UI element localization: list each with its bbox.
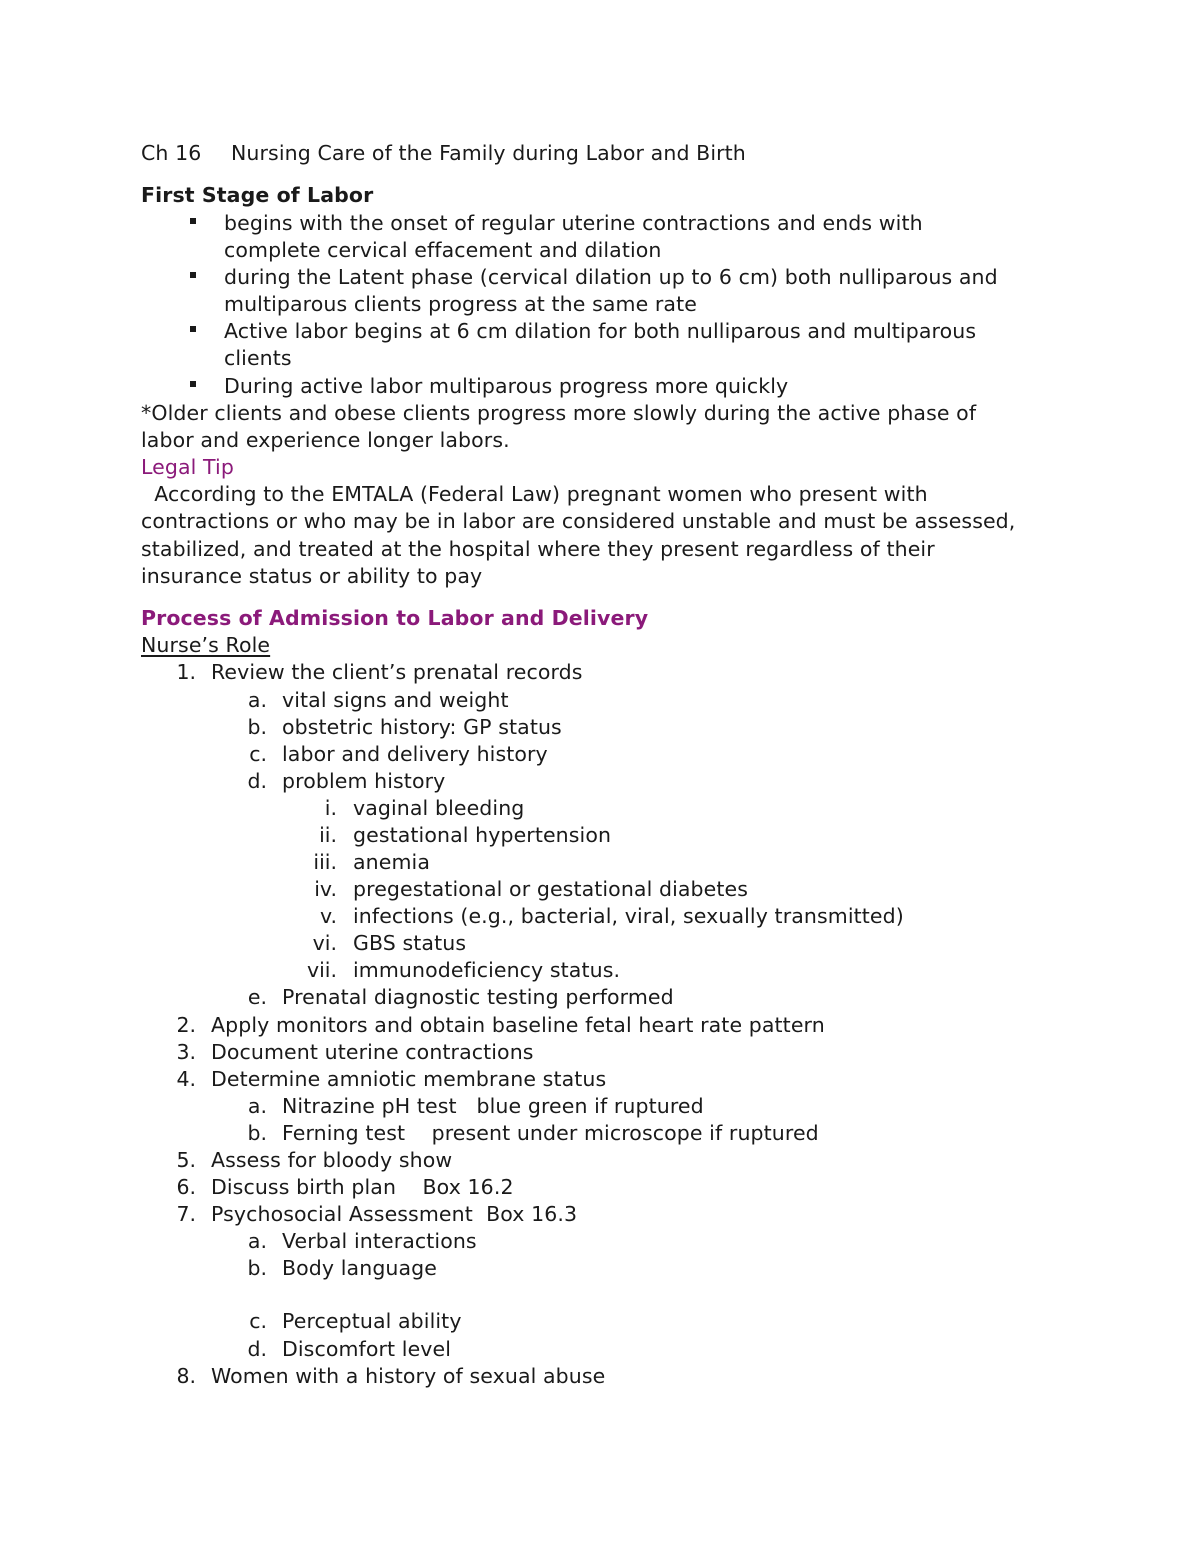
bullet-line: clients bbox=[224, 346, 292, 370]
bullet-marker bbox=[190, 326, 196, 332]
list-marker: 1. bbox=[176, 660, 196, 684]
list-item: Discomfort level bbox=[282, 1337, 452, 1361]
list-marker: iv. bbox=[314, 877, 337, 901]
list-marker: a. bbox=[247, 1229, 267, 1253]
list-item: pregestational or gestational diabetes bbox=[353, 877, 749, 901]
list-marker: e. bbox=[247, 985, 267, 1009]
list-marker: d. bbox=[247, 1337, 267, 1361]
page-title: Nursing Care of the Family during Labor and Birth bbox=[231, 141, 746, 165]
list-item: Women with a history of sexual abuse bbox=[211, 1364, 606, 1388]
legal-tip-line: stabilized, and treated at the hospital where they present regardless of their bbox=[141, 537, 935, 561]
list-item: anemia bbox=[353, 850, 430, 874]
section-subheading-nurses-role: Nurse’s Role bbox=[141, 633, 271, 657]
list-marker: i. bbox=[324, 796, 337, 820]
list-marker: a. bbox=[247, 688, 267, 712]
list-marker: b. bbox=[247, 1121, 267, 1145]
list-item: immunodeficiency status. bbox=[353, 958, 621, 982]
list-item: Prenatal diagnostic testing performed bbox=[282, 985, 674, 1009]
list-marker: 4. bbox=[176, 1067, 196, 1091]
list-item: Review the client’s prenatal records bbox=[211, 660, 583, 684]
list-item: Document uterine contractions bbox=[211, 1040, 534, 1064]
list-item: Discuss birth plan Box 16.2 bbox=[211, 1175, 514, 1199]
list-item: Perceptual ability bbox=[282, 1309, 462, 1333]
bullet-line: Active labor begins at 6 cm dilation for both nulliparous and multiparous bbox=[224, 319, 977, 343]
list-item: obstetric history: GP status bbox=[282, 715, 562, 739]
note-line: labor and experience longer labors. bbox=[141, 428, 510, 452]
list-item: vital signs and weight bbox=[282, 688, 509, 712]
list-marker: a. bbox=[247, 1094, 267, 1118]
bullet-line: during the Latent phase (cervical dilation up to 6 cm) both nulliparous and bbox=[224, 265, 998, 289]
list-item: gestational hypertension bbox=[353, 823, 612, 847]
list-item: Assess for bloody show bbox=[211, 1148, 453, 1172]
list-marker: b. bbox=[247, 1256, 267, 1280]
list-item: GBS status bbox=[353, 931, 467, 955]
bullet-line: begins with the onset of regular uterine contractions and ends with bbox=[224, 211, 923, 235]
list-marker: v. bbox=[319, 904, 337, 928]
list-marker: ii. bbox=[319, 823, 337, 847]
legal-tip-line: According to the EMTALA (Federal Law) pregnant women who present with bbox=[141, 482, 928, 506]
list-marker: b. bbox=[247, 715, 267, 739]
list-marker: d. bbox=[247, 769, 267, 793]
list-marker: c. bbox=[249, 742, 267, 766]
bullet-line: complete cervical effacement and dilation bbox=[224, 238, 662, 262]
list-marker: 3. bbox=[176, 1040, 196, 1064]
list-item: Apply monitors and obtain baseline fetal heart rate pattern bbox=[211, 1013, 825, 1037]
note-line: *Older clients and obese clients progress more slowly during the active phase of bbox=[141, 401, 977, 425]
bullet-marker bbox=[190, 381, 196, 387]
bullet-marker bbox=[190, 218, 196, 224]
list-item: labor and delivery history bbox=[282, 742, 548, 766]
list-item: Verbal interactions bbox=[282, 1229, 477, 1253]
list-marker: 2. bbox=[176, 1013, 196, 1037]
legal-tip-label: Legal Tip bbox=[141, 455, 234, 479]
section-heading-first-stage: First Stage of Labor bbox=[141, 183, 374, 207]
list-marker: iii. bbox=[313, 850, 337, 874]
list-marker: c. bbox=[249, 1309, 267, 1333]
list-item: Ferning test present under microscope if ruptured bbox=[282, 1121, 819, 1145]
list-marker: 6. bbox=[176, 1175, 196, 1199]
list-item: problem history bbox=[282, 769, 446, 793]
list-marker: 5. bbox=[176, 1148, 196, 1172]
list-item: Body language bbox=[282, 1256, 438, 1280]
chapter-number: Ch 16 bbox=[141, 141, 202, 165]
legal-tip-line: contractions or who may be in labor are considered unstable and must be assessed, bbox=[141, 509, 1016, 533]
bullet-line: During active labor multiparous progress more quickly bbox=[224, 374, 789, 398]
bullet-line: multiparous clients progress at the same rate bbox=[224, 292, 697, 316]
list-marker: 7. bbox=[176, 1202, 196, 1226]
list-item: vaginal bleeding bbox=[353, 796, 525, 820]
legal-tip-line: insurance status or ability to pay bbox=[141, 564, 483, 588]
list-marker: vi. bbox=[312, 931, 337, 955]
bullet-marker bbox=[190, 272, 196, 278]
section-heading-admission: Process of Admission to Labor and Delivery bbox=[141, 606, 649, 630]
list-item: Psychosocial Assessment Box 16.3 bbox=[211, 1202, 578, 1226]
list-item: infections (e.g., bacterial, viral, sexually transmitted) bbox=[353, 904, 904, 928]
list-marker: vii. bbox=[306, 958, 337, 982]
list-item: Determine amniotic membrane status bbox=[211, 1067, 607, 1091]
list-item: Nitrazine pH test blue green if ruptured bbox=[282, 1094, 704, 1118]
list-marker: 8. bbox=[176, 1364, 196, 1388]
